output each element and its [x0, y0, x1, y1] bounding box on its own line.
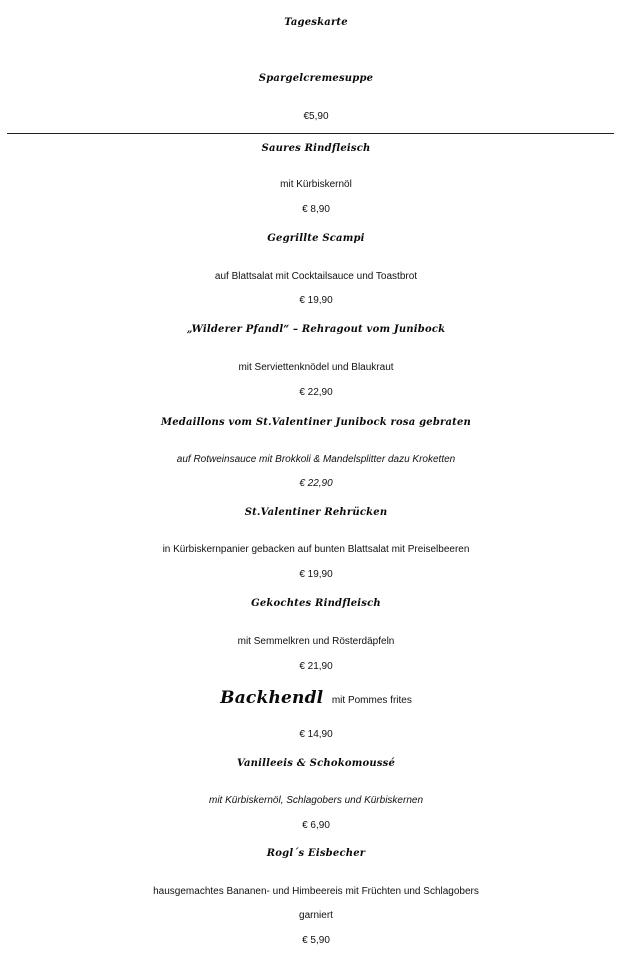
dish-price-spargelcremesuppe: €5,90: [303, 111, 329, 122]
section-divider: [7, 133, 614, 134]
dish-price-vanilleeis: € 6,90: [302, 820, 330, 831]
dish-description-gegrillte-scampi: auf Blattsalat mit Cocktailsauce und Toastbrot: [214, 271, 418, 282]
dish-price-backhendl: € 14,90: [299, 729, 333, 740]
dish-name-gekochtes-rindfleisch: Gekochtes Rindfleisch: [251, 598, 381, 609]
dish-price-gekochtes-rindfleisch: € 21,90: [299, 661, 333, 672]
dish-name-vanilleeis: Vanilleeis & Schokomoussé: [236, 758, 396, 769]
dish-price-medaillons: € 22,90: [299, 478, 333, 489]
dish-description-saures-rindfleisch: mit Kürbiskernöl: [280, 179, 352, 190]
dish-description-vanilleeis: mit Kürbiskernöl, Schlagobers und Kürbiskernen: [209, 795, 423, 806]
dish-price-eisbecher: € 5,90: [302, 935, 330, 946]
dish-description-wilderer-pfandl: mit Serviettenknödel und Blaukraut: [238, 362, 394, 373]
dish-price-rehruecken: € 19,90: [299, 569, 333, 580]
dish-name-medaillons: Medaillons vom St.Valentiner Junibock rosa gebraten: [160, 417, 472, 428]
dish-name-gegrillte-scampi: Gegrillte Scampi: [267, 233, 365, 244]
dish-name-wilderer-pfandl: „Wilderer Pfandl“ – Rehragout vom Junibock: [186, 324, 446, 335]
dish-description-medaillons: auf Rotweinsauce mit Brokkoli & Mandelsplitter dazu Kroketten: [176, 454, 456, 465]
dish-description-eisbecher-line1: hausgemachtes Bananen- und Himbeereis mit Früchten und Schlagobers: [153, 886, 479, 897]
dish-description-eisbecher-line2: garniert: [299, 910, 333, 921]
dish-description-rehruecken: in Kürbiskernpanier gebacken auf bunten Blattsalat mit Preiselbeeren: [162, 544, 470, 555]
dish-price-wilderer-pfandl: € 22,90: [299, 387, 333, 398]
dish-price-gegrillte-scampi: € 19,90: [299, 295, 333, 306]
dish-name-backhendl: Backhendl: [220, 688, 324, 708]
dish-name-eisbecher: Rogl´s Eisbecher: [266, 848, 366, 859]
dish-price-saures-rindfleisch: € 8,90: [302, 204, 330, 215]
dish-row-backhendl: [0, 690, 632, 707]
dish-description-gekochtes-rindfleisch: mit Semmelkren und Rösterdäpfeln: [237, 636, 395, 647]
dish-name-rehruecken: St.Valentiner Rehrücken: [244, 507, 388, 518]
dish-name-saures-rindfleisch: Saures Rindfleisch: [261, 143, 371, 154]
dish-name-spargelcremesuppe: Spargelcremesuppe: [258, 73, 374, 84]
dish-description-backhendl: mit Pommes frites: [331, 695, 412, 706]
menu-title: Tageskarte: [284, 17, 348, 28]
